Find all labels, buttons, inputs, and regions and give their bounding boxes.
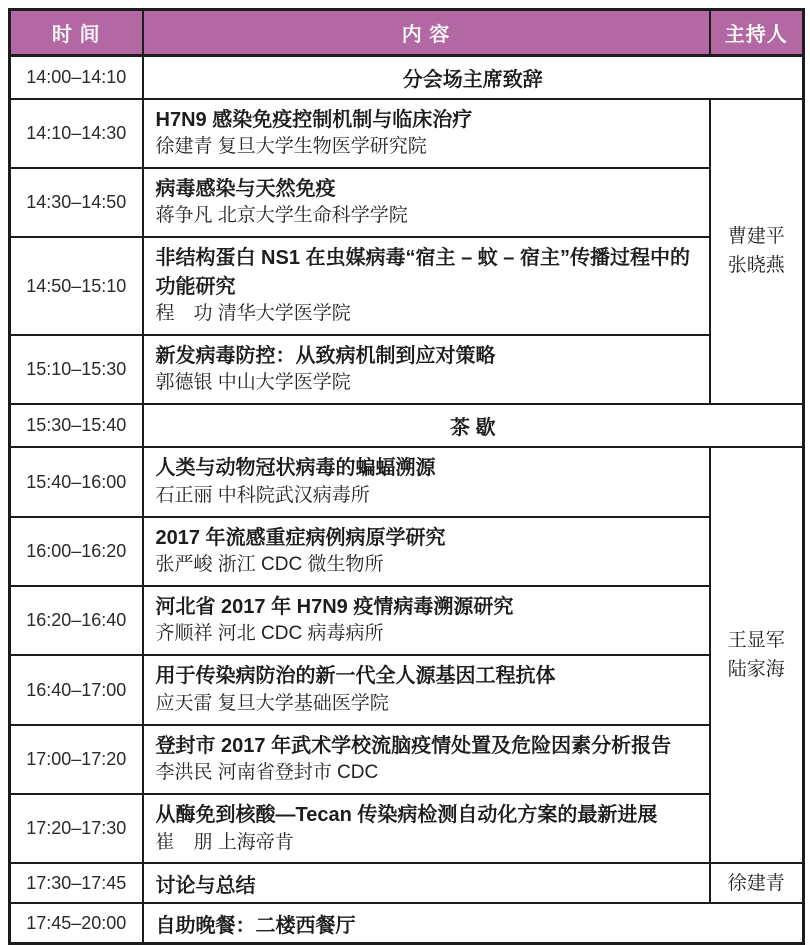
session-speaker: 郭德银 中山大学医学院: [155, 372, 351, 394]
table-row: [10, 863, 804, 903]
session-cell: [143, 168, 710, 237]
session-cell: 讨论与总结: [143, 863, 710, 903]
session-speaker: 张严峻 浙江 CDC 微生物所: [155, 554, 384, 576]
table-row: [10, 56, 804, 99]
time-cell: 14:00–14:10: [10, 56, 143, 99]
session-title: 非结构蛋白 NS1 在虫媒病毒“宿主 – 蚊 – 宿主”传播过程中的功能研究: [155, 247, 690, 298]
schedule-table: [8, 8, 805, 945]
session-merged-cell: 分会场主席致辞: [143, 56, 804, 99]
session-speaker: 齐顺祥 河北 CDC 病毒病所: [155, 623, 384, 645]
session-speaker: 石正丽 中科院武汉病毒所: [155, 484, 370, 506]
table-row: [10, 517, 804, 586]
host-name: 陆家海: [727, 659, 785, 681]
session-title: 人类与动物冠状病毒的蝙蝠溯源: [155, 457, 436, 480]
session-speaker: 蒋争凡 北京大学生命科学学院: [155, 205, 408, 227]
table-row: [10, 655, 804, 724]
table-row: [10, 903, 804, 943]
time-cell: 16:20–16:40: [10, 586, 143, 655]
table-row: [10, 335, 804, 404]
time-cell: 15:10–15:30: [10, 335, 143, 404]
session-cell: [143, 725, 710, 794]
time-cell: 14:50–15:10: [10, 237, 143, 335]
session-title: H7N9 感染免疫控制机制与临床治疗: [155, 108, 473, 131]
table-row: [10, 99, 804, 168]
session-title: 新发病毒防控：从致病机制到应对策略: [155, 344, 496, 367]
time-cell: 16:00–16:20: [10, 517, 143, 586]
session-title: 河北省 2017 年 H7N9 疫情病毒溯源研究: [155, 596, 514, 619]
table-row: [10, 586, 804, 655]
session-title: 用于传染病防治的新一代全人源基因工程抗体: [155, 665, 556, 688]
host-name: 王显军: [727, 629, 785, 651]
session-title: 病毒感染与天然免疫: [155, 177, 336, 200]
session-cell: [143, 794, 710, 863]
session-speaker: 应天雷 复旦大学基础医学院: [155, 692, 389, 714]
session-cell: [143, 335, 710, 404]
table-row: [10, 725, 804, 794]
host-cell: [710, 99, 804, 405]
table-row: [10, 404, 804, 447]
session-speaker: 李洪民 河南省登封市 CDC: [155, 762, 379, 784]
table-row: [10, 794, 804, 863]
time-cell: 17:00–17:20: [10, 725, 143, 794]
session-cell: [143, 517, 710, 586]
host-name: 徐建青: [727, 872, 785, 894]
host-name: 曹建平: [727, 225, 785, 247]
host-cell: [710, 447, 804, 863]
header-content: 内 容: [143, 10, 710, 56]
header-row: [10, 10, 804, 56]
session-cell: [143, 237, 710, 335]
header-time: 时 间: [10, 10, 143, 56]
time-cell: 15:30–15:40: [10, 404, 143, 447]
table-row: [10, 237, 804, 335]
host-name: 张晓燕: [727, 255, 785, 277]
session-cell: [143, 447, 710, 516]
session-title: 从酶免到核酸—Tecan 传染病检测自动化方案的最新进展: [155, 804, 658, 827]
host-cell: [710, 863, 804, 903]
session-title: 登封市 2017 年武术学校流脑疫情处置及危险因素分析报告: [155, 734, 672, 757]
session-cell: [143, 655, 710, 724]
tea-break-cell: 茶 歇: [143, 404, 804, 447]
time-cell: 14:10–14:30: [10, 99, 143, 168]
table-row: [10, 168, 804, 237]
session-speaker: 崔 朋 上海帝肯: [155, 831, 294, 853]
session-cell: [143, 99, 710, 168]
time-cell: 15:40–16:00: [10, 447, 143, 516]
table-row: [10, 447, 804, 516]
time-cell: 17:30–17:45: [10, 863, 143, 903]
session-title: 2017 年流感重症病例病原学研究: [155, 526, 446, 549]
time-cell: 16:40–17:00: [10, 655, 143, 724]
time-cell: 14:30–14:50: [10, 168, 143, 237]
session-speaker: 程 功 清华大学医学院: [155, 303, 351, 324]
time-cell: 17:20–17:30: [10, 794, 143, 863]
header-host: 主持人: [710, 10, 804, 56]
time-cell: 17:45–20:00: [10, 903, 143, 943]
session-speaker: 徐建青 复旦大学生物医学研究院: [155, 135, 427, 157]
session-cell: [143, 586, 710, 655]
dinner-cell: 自助晚餐：二楼西餐厅: [143, 903, 804, 943]
